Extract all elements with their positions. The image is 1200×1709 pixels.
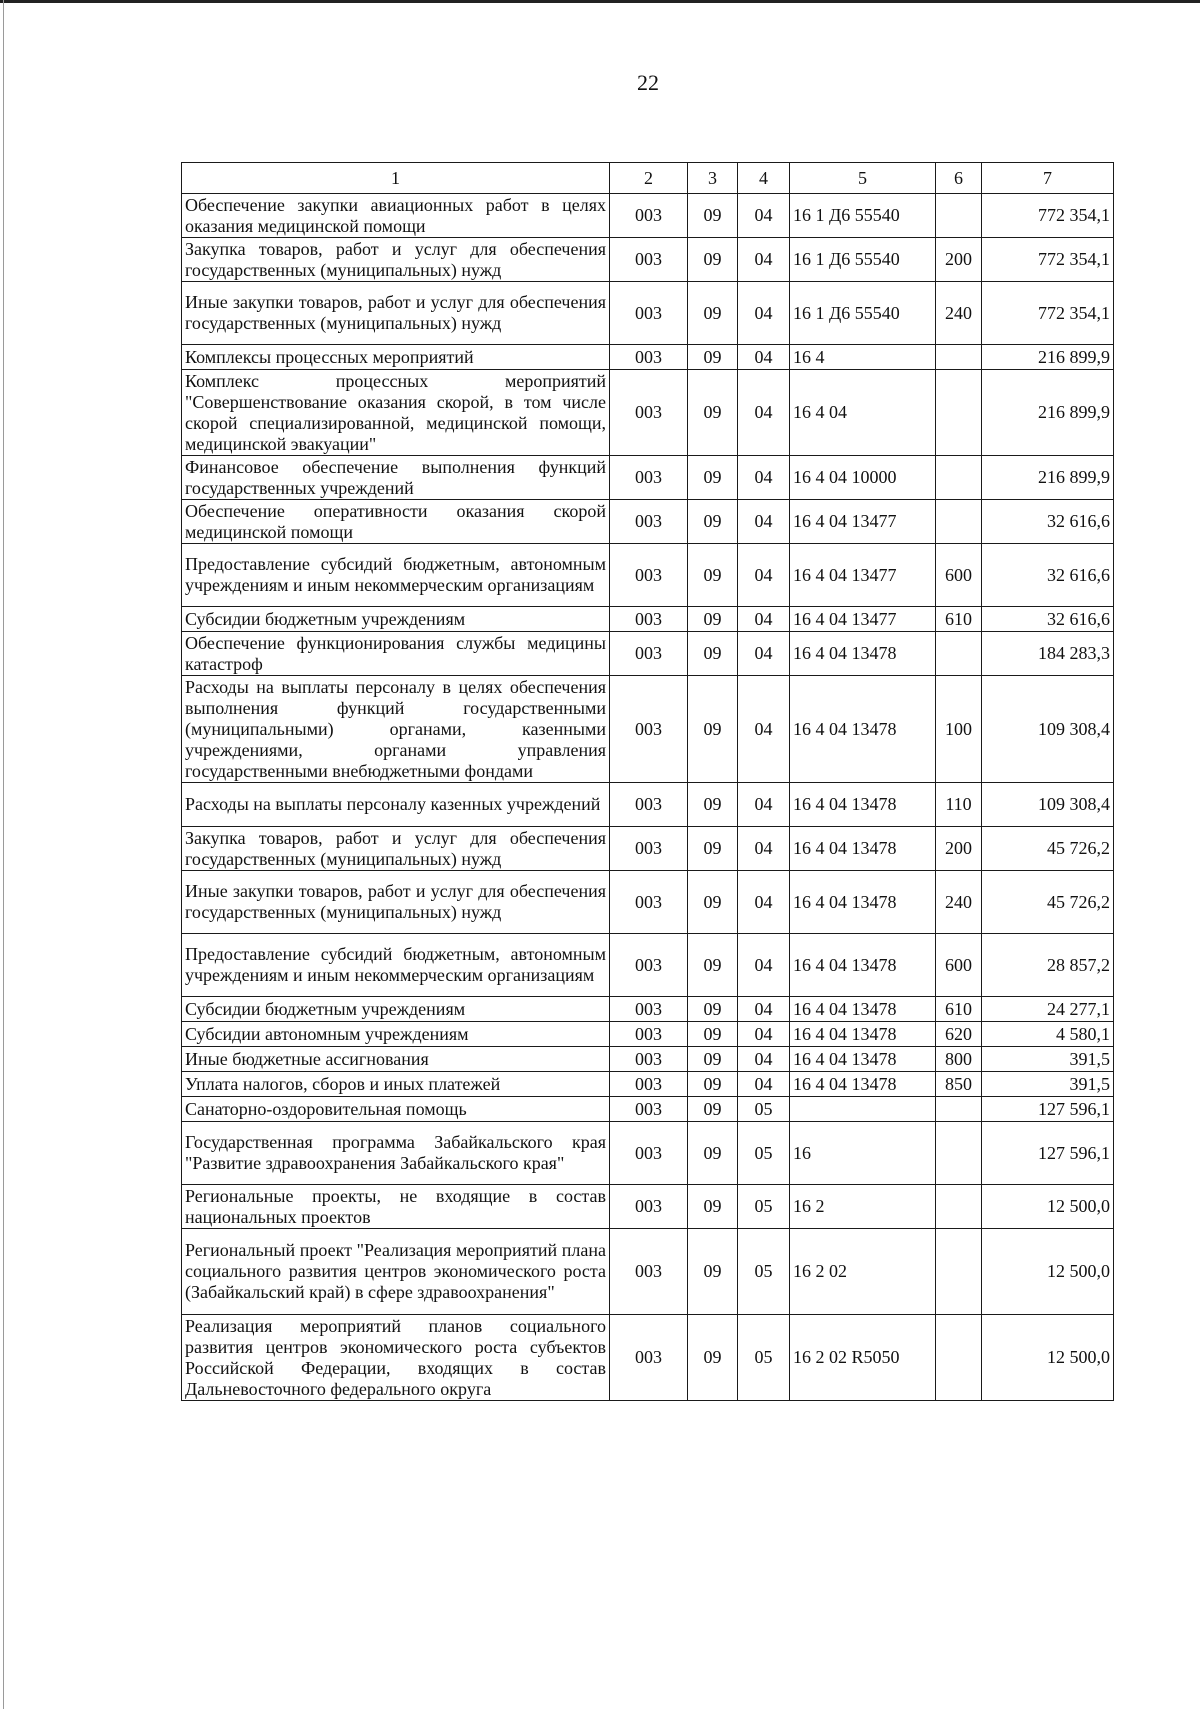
target-article-cell: 16 4 04 13478	[790, 1072, 936, 1097]
target-article-cell: 16 4 04 13478	[790, 632, 936, 676]
subsection-code-cell: 04	[738, 871, 790, 934]
expense-type-cell	[936, 345, 982, 370]
admin-code-cell: 003	[610, 456, 688, 500]
admin-code-cell: 003	[610, 1022, 688, 1047]
table-row	[182, 238, 1114, 282]
item-name-cell: Уплата налогов, сборов и иных платежей	[182, 1072, 610, 1097]
target-article-cell: 16 1 Д6 55540	[790, 238, 936, 282]
section-code-cell: 09	[688, 1315, 738, 1401]
item-name-cell: Иные закупки товаров, работ и услуг для обеспечения государственных (муниципальных) нужд	[182, 871, 610, 934]
admin-code-cell: 003	[610, 1185, 688, 1229]
expense-type-cell: 600	[936, 934, 982, 997]
header-cell: 3	[688, 163, 738, 194]
amount-cell: 127 596,1	[982, 1122, 1114, 1185]
amount-cell: 216 899,9	[982, 370, 1114, 456]
section-code-cell: 09	[688, 827, 738, 871]
admin-code-cell: 003	[610, 934, 688, 997]
admin-code-cell: 003	[610, 1097, 688, 1122]
admin-code-cell: 003	[610, 1229, 688, 1315]
admin-code-cell: 003	[610, 1122, 688, 1185]
header-cell: 1	[182, 163, 610, 194]
section-code-cell: 09	[688, 676, 738, 783]
subsection-code-cell: 04	[738, 238, 790, 282]
expense-type-cell	[936, 500, 982, 544]
target-article-cell: 16 4 04 13478	[790, 997, 936, 1022]
table-row	[182, 1315, 1114, 1401]
item-name-cell: Субсидии бюджетным учреждениям	[182, 997, 610, 1022]
item-name-cell: Обеспечение закупки авиационных работ в целях оказания медицинской помощи	[182, 194, 610, 238]
item-name-cell: Реализация мероприятий планов социального развития центров экономического роста субъектов Российской Федерации, входящих в состав Дальневосточного федерального округа	[182, 1315, 610, 1401]
admin-code-cell: 003	[610, 607, 688, 632]
left-edge-rule	[3, 0, 4, 1709]
item-name-cell: Расходы на выплаты персоналу в целях обеспечения выполнения функций государственными (муниципальными) органами, казенными учреждениями, органами управления государственными внебюджетными фондами	[182, 676, 610, 783]
target-article-cell: 16 4 04 13478	[790, 1047, 936, 1072]
section-code-cell: 09	[688, 1185, 738, 1229]
amount-cell: 391,5	[982, 1047, 1114, 1072]
target-article-cell: 16 4 04 13478	[790, 676, 936, 783]
table-row	[182, 1229, 1114, 1315]
subsection-code-cell: 04	[738, 997, 790, 1022]
admin-code-cell: 003	[610, 345, 688, 370]
item-name-cell: Субсидии автономным учреждениям	[182, 1022, 610, 1047]
target-article-cell: 16 4 04 13478	[790, 871, 936, 934]
amount-cell: 4 580,1	[982, 1022, 1114, 1047]
target-article-cell	[790, 1097, 936, 1122]
table-row	[182, 607, 1114, 632]
amount-cell: 12 500,0	[982, 1185, 1114, 1229]
expense-type-cell	[936, 1122, 982, 1185]
subsection-code-cell: 04	[738, 500, 790, 544]
expense-type-cell	[936, 1185, 982, 1229]
page-number: 22	[637, 70, 659, 95]
subsection-code-cell: 04	[738, 456, 790, 500]
amount-cell: 772 354,1	[982, 238, 1114, 282]
admin-code-cell: 003	[610, 632, 688, 676]
amount-cell: 772 354,1	[982, 282, 1114, 345]
section-code-cell: 09	[688, 194, 738, 238]
expense-type-cell: 240	[936, 282, 982, 345]
subsection-code-cell: 05	[738, 1097, 790, 1122]
top-edge-rule	[0, 0, 1200, 3]
subsection-code-cell: 04	[738, 632, 790, 676]
expense-type-cell: 200	[936, 827, 982, 871]
admin-code-cell: 003	[610, 544, 688, 607]
amount-cell: 216 899,9	[982, 456, 1114, 500]
amount-cell: 391,5	[982, 1072, 1114, 1097]
expense-type-cell	[936, 1097, 982, 1122]
target-article-cell: 16 1 Д6 55540	[790, 194, 936, 238]
amount-cell: 109 308,4	[982, 783, 1114, 827]
item-name-cell: Государственная программа Забайкальского края "Развитие здравоохранения Забайкальского края"	[182, 1122, 610, 1185]
budget-table	[181, 162, 1114, 1401]
target-article-cell: 16 4 04 13477	[790, 607, 936, 632]
expense-type-cell	[936, 632, 982, 676]
section-code-cell: 09	[688, 1122, 738, 1185]
table-row	[182, 1122, 1114, 1185]
table-row	[182, 676, 1114, 783]
expense-type-cell: 800	[936, 1047, 982, 1072]
target-article-cell: 16 4 04 13477	[790, 500, 936, 544]
table-row	[182, 456, 1114, 500]
section-code-cell: 09	[688, 544, 738, 607]
item-name-cell: Субсидии бюджетным учреждениям	[182, 607, 610, 632]
admin-code-cell: 003	[610, 1072, 688, 1097]
expense-type-cell	[936, 1315, 982, 1401]
target-article-cell: 16 4 04 13478	[790, 827, 936, 871]
table-row	[182, 1022, 1114, 1047]
table-row	[182, 194, 1114, 238]
item-name-cell: Иные бюджетные ассигнования	[182, 1047, 610, 1072]
subsection-code-cell: 04	[738, 194, 790, 238]
admin-code-cell: 003	[610, 871, 688, 934]
target-article-cell: 16	[790, 1122, 936, 1185]
section-code-cell: 09	[688, 607, 738, 632]
amount-cell: 28 857,2	[982, 934, 1114, 997]
admin-code-cell: 003	[610, 676, 688, 783]
amount-cell: 12 500,0	[982, 1229, 1114, 1315]
table-row	[182, 1097, 1114, 1122]
table-row	[182, 1072, 1114, 1097]
amount-cell: 216 899,9	[982, 345, 1114, 370]
expense-type-cell	[936, 1229, 982, 1315]
section-code-cell: 09	[688, 783, 738, 827]
item-name-cell: Комплексы процессных мероприятий	[182, 345, 610, 370]
expense-type-cell: 200	[936, 238, 982, 282]
admin-code-cell: 003	[610, 997, 688, 1022]
amount-cell: 32 616,6	[982, 500, 1114, 544]
section-code-cell: 09	[688, 997, 738, 1022]
item-name-cell: Региональный проект "Реализация мероприятий плана социального развития центров экономического роста (Забайкальский край) в сфере здравоохранения"	[182, 1229, 610, 1315]
amount-cell: 127 596,1	[982, 1097, 1114, 1122]
amount-cell: 32 616,6	[982, 544, 1114, 607]
target-article-cell: 16 4 04	[790, 370, 936, 456]
target-article-cell: 16 4 04 13478	[790, 934, 936, 997]
amount-cell: 12 500,0	[982, 1315, 1114, 1401]
admin-code-cell: 003	[610, 282, 688, 345]
item-name-cell: Расходы на выплаты персоналу казенных учреждений	[182, 783, 610, 827]
subsection-code-cell: 04	[738, 345, 790, 370]
subsection-code-cell: 04	[738, 544, 790, 607]
target-article-cell: 16 2 02	[790, 1229, 936, 1315]
item-name-cell: Санаторно-оздоровительная помощь	[182, 1097, 610, 1122]
admin-code-cell: 003	[610, 194, 688, 238]
table-row	[182, 282, 1114, 345]
target-article-cell: 16 4 04 13477	[790, 544, 936, 607]
subsection-code-cell: 04	[738, 783, 790, 827]
header-cell: 2	[610, 163, 688, 194]
subsection-code-cell: 04	[738, 1022, 790, 1047]
expense-type-cell: 110	[936, 783, 982, 827]
section-code-cell: 09	[688, 1229, 738, 1315]
expense-type-cell: 100	[936, 676, 982, 783]
admin-code-cell: 003	[610, 370, 688, 456]
subsection-code-cell: 05	[738, 1229, 790, 1315]
amount-cell: 24 277,1	[982, 997, 1114, 1022]
section-code-cell: 09	[688, 345, 738, 370]
amount-cell: 32 616,6	[982, 607, 1114, 632]
table-row	[182, 370, 1114, 456]
table-row	[182, 345, 1114, 370]
table-row	[182, 1185, 1114, 1229]
subsection-code-cell: 04	[738, 827, 790, 871]
subsection-code-cell: 05	[738, 1185, 790, 1229]
target-article-cell: 16 4 04 13478	[790, 1022, 936, 1047]
section-code-cell: 09	[688, 1097, 738, 1122]
target-article-cell: 16 4	[790, 345, 936, 370]
table-row	[182, 871, 1114, 934]
item-name-cell: Региональные проекты, не входящие в состав национальных проектов	[182, 1185, 610, 1229]
expense-type-cell: 610	[936, 607, 982, 632]
target-article-cell: 16 1 Д6 55540	[790, 282, 936, 345]
section-code-cell: 09	[688, 238, 738, 282]
header-cell: 6	[936, 163, 982, 194]
expense-type-cell	[936, 456, 982, 500]
expense-type-cell: 240	[936, 871, 982, 934]
amount-cell: 772 354,1	[982, 194, 1114, 238]
item-name-cell: Комплекс процессных мероприятий "Совершенствование оказания скорой, в том числе скорой специализированной, медицинской помощи, медицинской эвакуации"	[182, 370, 610, 456]
target-article-cell: 16 2 02 R5050	[790, 1315, 936, 1401]
expense-type-cell	[936, 370, 982, 456]
item-name-cell: Закупка товаров, работ и услуг для обеспечения государственных (муниципальных) нужд	[182, 827, 610, 871]
expense-type-cell: 610	[936, 997, 982, 1022]
item-name-cell: Закупка товаров, работ и услуг для обеспечения государственных (муниципальных) нужд	[182, 238, 610, 282]
amount-cell: 45 726,2	[982, 871, 1114, 934]
table-row	[182, 1047, 1114, 1072]
admin-code-cell: 003	[610, 1315, 688, 1401]
target-article-cell: 16 4 04 13478	[790, 783, 936, 827]
table-row	[182, 997, 1114, 1022]
section-code-cell: 09	[688, 500, 738, 544]
expense-type-cell: 620	[936, 1022, 982, 1047]
table-row	[182, 934, 1114, 997]
section-code-cell: 09	[688, 934, 738, 997]
admin-code-cell: 003	[610, 500, 688, 544]
header-cell: 5	[790, 163, 936, 194]
table-row	[182, 500, 1114, 544]
item-name-cell: Обеспечение оперативности оказания скорой медицинской помощи	[182, 500, 610, 544]
section-code-cell: 09	[688, 1022, 738, 1047]
table-row	[182, 544, 1114, 607]
subsection-code-cell: 04	[738, 1072, 790, 1097]
subsection-code-cell: 04	[738, 282, 790, 345]
admin-code-cell: 003	[610, 1047, 688, 1072]
subsection-code-cell: 05	[738, 1122, 790, 1185]
section-code-cell: 09	[688, 871, 738, 934]
admin-code-cell: 003	[610, 783, 688, 827]
item-name-cell: Обеспечение функционирования службы медицины катастроф	[182, 632, 610, 676]
subsection-code-cell: 05	[738, 1315, 790, 1401]
section-code-cell: 09	[688, 1072, 738, 1097]
section-code-cell: 09	[688, 1047, 738, 1072]
table-row	[182, 632, 1114, 676]
table-row	[182, 827, 1114, 871]
subsection-code-cell: 04	[738, 607, 790, 632]
subsection-code-cell: 04	[738, 676, 790, 783]
section-code-cell: 09	[688, 282, 738, 345]
admin-code-cell: 003	[610, 238, 688, 282]
header-row	[182, 163, 1114, 194]
expense-type-cell	[936, 194, 982, 238]
item-name-cell: Иные закупки товаров, работ и услуг для обеспечения государственных (муниципальных) нужд	[182, 282, 610, 345]
table-row	[182, 783, 1114, 827]
expense-type-cell: 850	[936, 1072, 982, 1097]
section-code-cell: 09	[688, 370, 738, 456]
subsection-code-cell: 04	[738, 370, 790, 456]
amount-cell: 109 308,4	[982, 676, 1114, 783]
subsection-code-cell: 04	[738, 934, 790, 997]
header-cell: 7	[982, 163, 1114, 194]
item-name-cell: Предоставление субсидий бюджетным, автономным учреждениям и иным некоммерческим организациям	[182, 934, 610, 997]
item-name-cell: Предоставление субсидий бюджетным, автономным учреждениям и иным некоммерческим организациям	[182, 544, 610, 607]
admin-code-cell: 003	[610, 827, 688, 871]
section-code-cell: 09	[688, 632, 738, 676]
header-cell: 4	[738, 163, 790, 194]
item-name-cell: Финансовое обеспечение выполнения функций государственных учреждений	[182, 456, 610, 500]
expense-type-cell: 600	[936, 544, 982, 607]
subsection-code-cell: 04	[738, 1047, 790, 1072]
table-body	[182, 194, 1114, 1401]
target-article-cell: 16 4 04 10000	[790, 456, 936, 500]
target-article-cell: 16 2	[790, 1185, 936, 1229]
section-code-cell: 09	[688, 456, 738, 500]
amount-cell: 184 283,3	[982, 632, 1114, 676]
amount-cell: 45 726,2	[982, 827, 1114, 871]
